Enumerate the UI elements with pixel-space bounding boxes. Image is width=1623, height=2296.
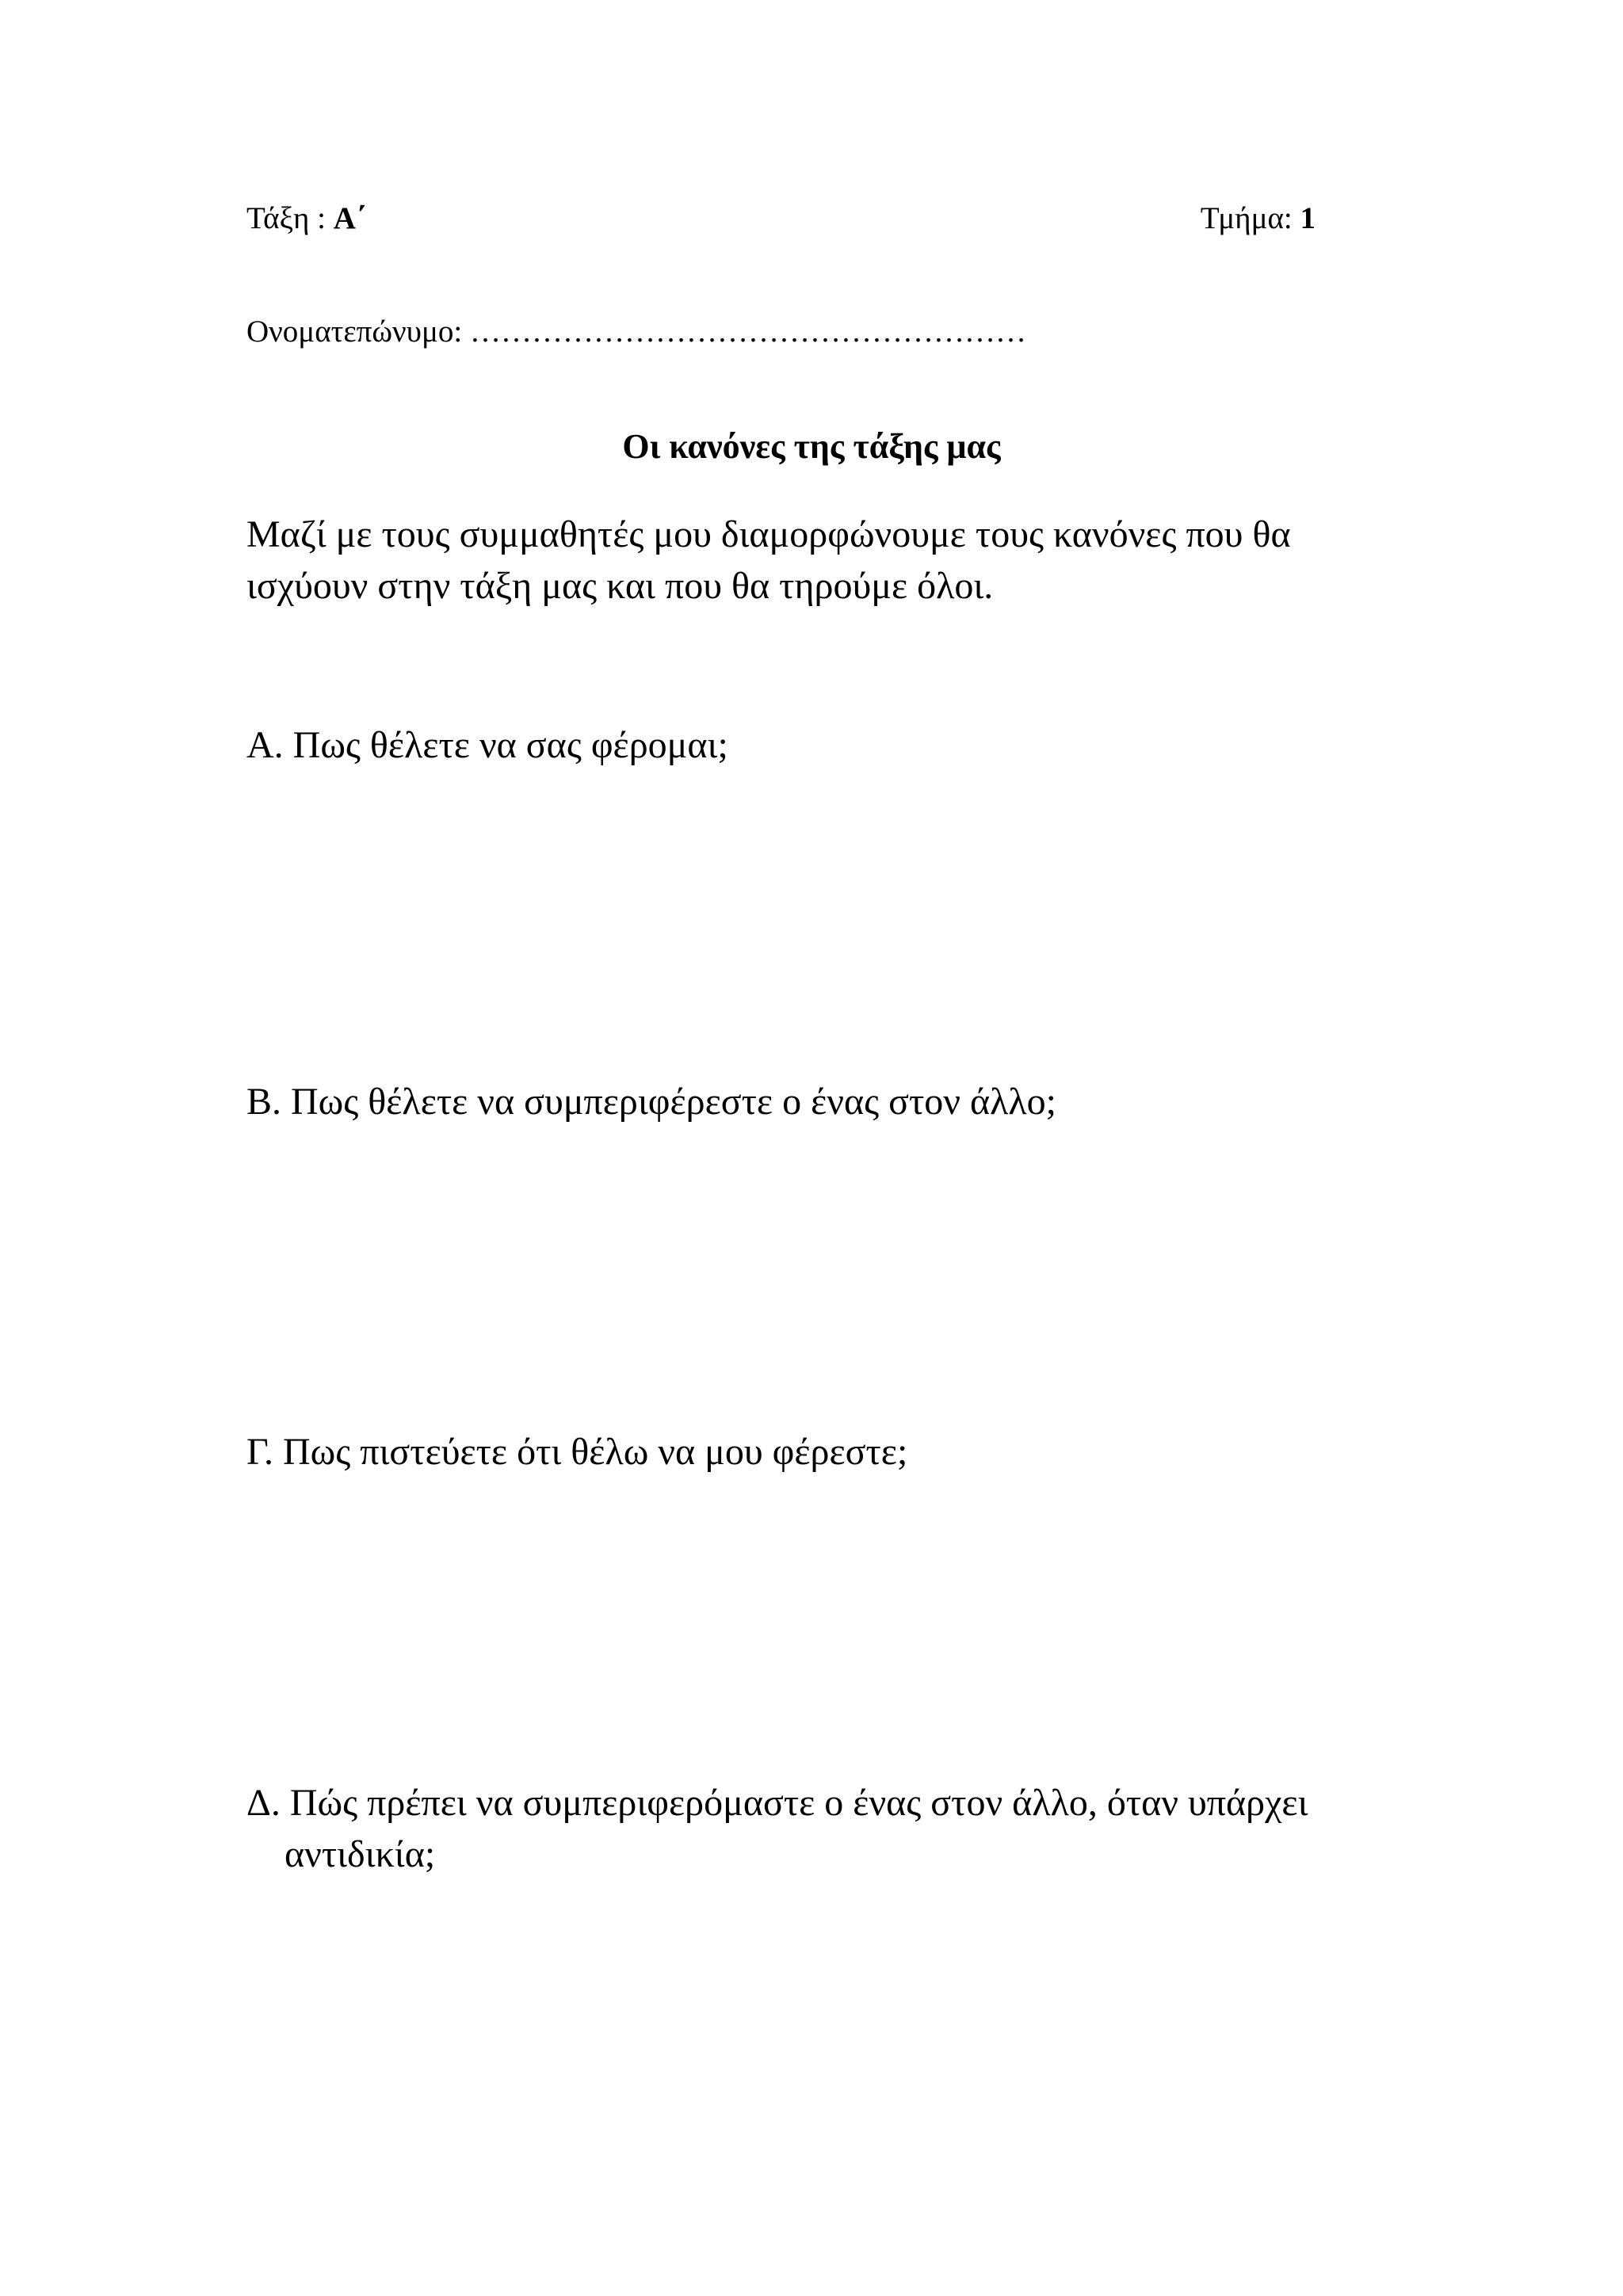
section-label: Τμήμα: <box>1200 201 1300 235</box>
section-value: 1 <box>1300 201 1316 235</box>
question-c: Γ. Πως πιστεύετε ότι θέλω να μου φέρεστε; <box>246 1431 908 1473</box>
question-d: Δ. Πώς πρέπει να συμπεριφερόμαστε ο ένας στον άλλο, όταν υπάρχει αντιδικία; <box>246 1782 1308 1876</box>
name-blank-line: ……………………………………………… <box>470 315 1026 349</box>
page-title: Οι κανόνες της τάξης μας <box>622 427 1001 466</box>
question-b: Β. Πως θέλετε να συμπεριφέρεστε ο ένας στον άλλο; <box>246 1081 1056 1123</box>
intro-paragraph: Μαζί με τους συμμαθητές μου διαμορφώνουμε τους κανόνες που θα ισχύουν στην τάξη μας και που θα τηρούμε όλοι. <box>246 513 1291 608</box>
class-label: Τάξη : <box>246 201 334 235</box>
name-field <box>246 314 1026 351</box>
class-field <box>246 200 366 238</box>
question-a: Α. Πως θέλετε να σας φέρομαι; <box>246 724 728 766</box>
section-field <box>1201 200 1316 238</box>
class-value: Α΄ <box>333 201 366 235</box>
name-label: Ονοματεπώνυμο: <box>246 315 470 349</box>
